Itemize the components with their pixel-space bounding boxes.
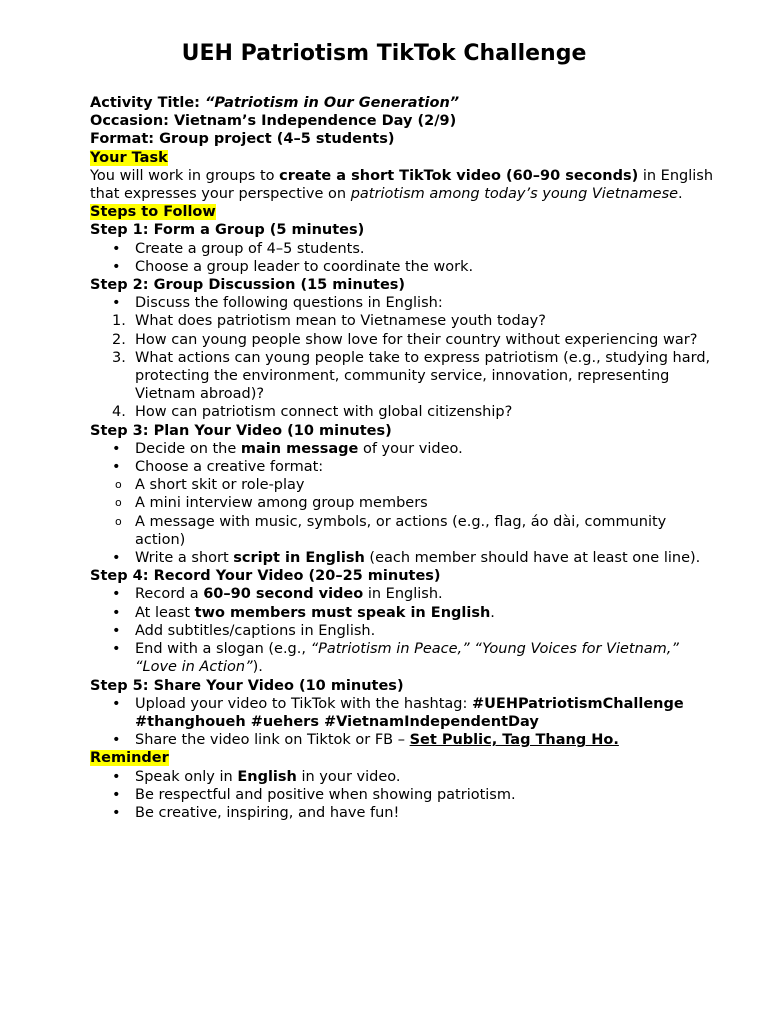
format-line: Format: Group project (4–5 students) [90, 131, 395, 148]
share-instruction: Set Public, Tag Thang Ho. [409, 732, 619, 749]
format-option: o A mini interview among group members [90, 494, 720, 512]
occasion-line: Occasion: Vietnam’s Independence Day (2/9) [90, 113, 457, 130]
task-text-bold: create a short TikTok video (60–90 seconds) [279, 167, 639, 184]
step1-heading: Step 1: Form a Group (5 minutes) [90, 222, 365, 239]
question-number: 3. [112, 349, 126, 366]
step4-heading: Step 4: Record Your Video (20–25 minutes) [90, 568, 441, 585]
list-item [90, 768, 720, 786]
document-title: UEH Patriotism TikTok Challenge [181, 41, 587, 66]
format-options-list [90, 476, 720, 549]
your-task-heading: Your Task [90, 149, 168, 166]
document-body [90, 94, 720, 822]
step5-heading: Step 5: Share Your Video (10 minutes) [90, 677, 404, 694]
step2-heading: Step 2: Group Discussion (15 minutes) [90, 277, 406, 294]
list-item-bold: 60–90 second video [203, 586, 364, 603]
step3-list [90, 440, 720, 567]
format-option: o A message with music, symbols, or actions (e.g., flag, áo dài, community action) [90, 513, 720, 549]
question-number: 1. [112, 313, 126, 330]
question-item [90, 349, 720, 404]
list-item: • Create a group of 4–5 students. [90, 240, 720, 258]
question-list [90, 312, 720, 421]
list-item-bold: English [237, 768, 297, 785]
list-item-bold: main message [240, 440, 359, 457]
list-item [90, 549, 720, 567]
list-item: • Be respectful and positive when showing patriotism. [90, 786, 720, 804]
list-item-text: ). [252, 659, 263, 676]
list-item [90, 695, 720, 731]
question-item [90, 331, 720, 349]
your-task-paragraph [90, 167, 720, 203]
list-item [90, 585, 720, 603]
list-item-text: in your video. [296, 768, 401, 785]
list-item-bold: two members must speak in English [194, 604, 491, 621]
question-text: How can patriotism connect with global citizenship? [135, 404, 513, 421]
list-item [90, 440, 720, 458]
list-item [90, 294, 720, 421]
step2-list [90, 294, 720, 421]
list-item [90, 731, 720, 749]
step4-list [90, 585, 720, 676]
question-item [90, 312, 720, 330]
list-item: • Choose a group leader to coordinate the work. [90, 258, 720, 276]
list-item-text: Discuss the following questions in English: [135, 295, 443, 312]
question-text: What actions can young people take to express patriotism (e.g., studying hard, protecting the environment, community service, innovation, representing Vietnam abroad)? [135, 349, 711, 403]
reminder-heading: Reminder [90, 750, 169, 767]
list-item-text: Share the video link on Tiktok or FB – [135, 732, 410, 749]
list-item-text: Speak only in [135, 768, 238, 785]
list-item-text: Upload your video to TikTok with the hashtag: [135, 695, 472, 712]
list-item: • Add subtitles/captions in English. [90, 622, 720, 640]
steps-heading: Steps to Follow [90, 204, 216, 221]
activity-title-line [90, 94, 720, 112]
format-option: o A short skit or role-play [90, 476, 720, 494]
task-text: in English that expresses your perspective on [90, 167, 714, 203]
question-number: 4. [112, 404, 126, 421]
list-item-text: of your video. [358, 440, 463, 457]
step3-heading: Step 3: Plan Your Video (10 minutes) [90, 422, 392, 439]
question-text: What does patriotism mean to Vietnamese youth today? [135, 313, 546, 330]
list-item-text: Decide on the [135, 440, 241, 457]
list-item-bold: script in English [233, 550, 365, 567]
question-number: 2. [112, 331, 126, 348]
activity-title-value: “Patriotism in Our Generation” [205, 95, 460, 111]
list-item-text: At least [135, 604, 195, 621]
step5-list [90, 695, 720, 750]
task-text: . [678, 186, 683, 203]
activity-title-label: Activity Title: [90, 95, 206, 111]
list-item-text: Choose a creative format: [135, 459, 324, 476]
list-item-text: Record a [135, 586, 204, 603]
list-item [90, 640, 720, 676]
reminder-list [90, 768, 720, 823]
task-text: You will work in groups to [90, 167, 280, 184]
slogan-examples: “Patriotism in Peace,” “Young Voices for Vietnam,” “Love in Action” [135, 641, 679, 676]
list-item [90, 604, 720, 622]
question-text: How can young people show love for their country without experiencing war? [135, 331, 698, 348]
list-item-text: End with a slogan (e.g., [135, 641, 311, 658]
question-item [90, 403, 720, 421]
step1-list [90, 240, 720, 276]
task-text-italic: patriotism among today’s young Vietnamese [350, 186, 679, 203]
list-item [90, 458, 720, 549]
list-item-text: in English. [363, 586, 443, 603]
list-item-text: (each member should have at least one line). [364, 550, 701, 567]
hashtags: #UEHPatriotismChallenge #thanghoueh #uehers #VietnamIndependentDay [135, 695, 684, 730]
list-item-text: . [490, 604, 495, 621]
list-item: • Be creative, inspiring, and have fun! [90, 804, 720, 822]
list-item-text: Write a short [135, 550, 234, 567]
